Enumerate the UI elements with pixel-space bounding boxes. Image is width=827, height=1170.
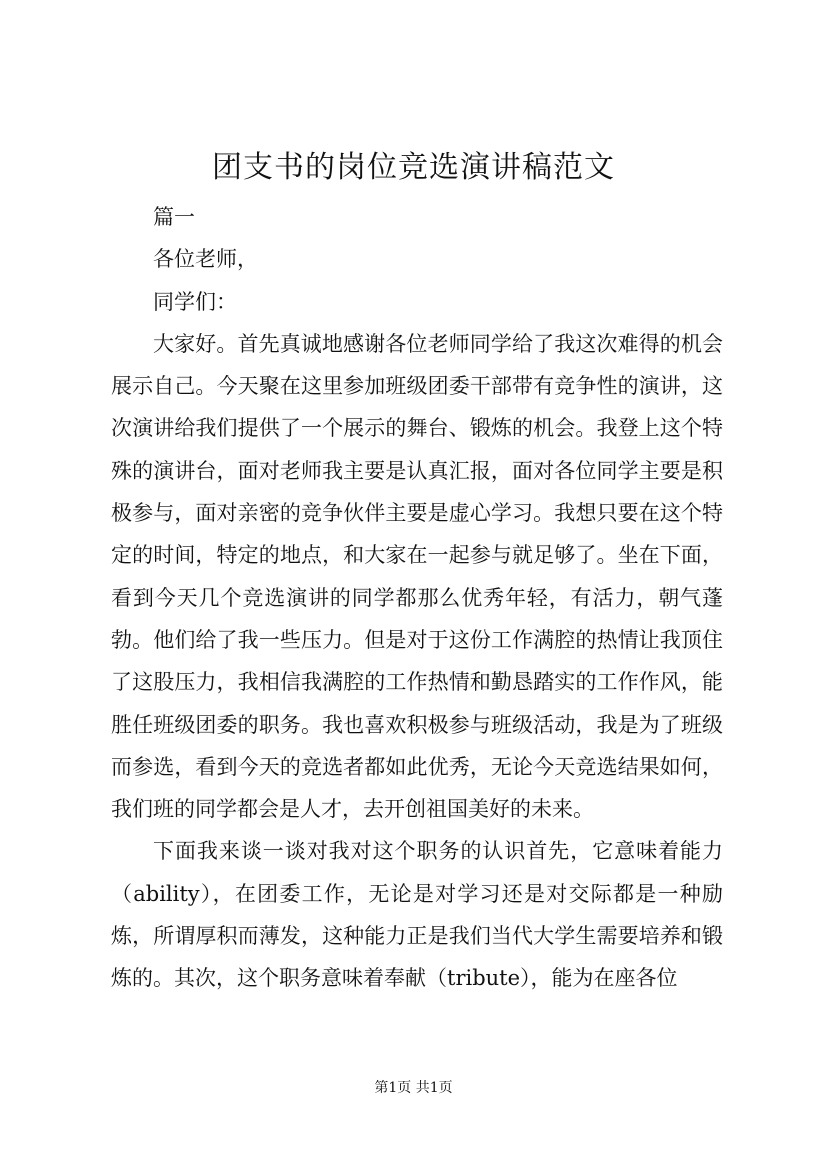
body-paragraph: 下面我来谈一谈对我对这个职务的认识首先，它意味着能力（ability），在团委工作，无论是对学习还是对交际都是一种励炼，所谓厚积而薄发，这种能力正是我们当代大学生需要培养和锻炼的。其次，这个职务意味着奉献（tribute），能为在座各位 — [111, 839, 723, 991]
body-paragraph: 大家好。首先真诚地感谢各位老师同学给了我这次难得的机会展示自己。今天聚在这里参加班级团委干部带有竞争性的演讲，这次演讲给我们提供了一个展示的舞台、锻炼的机会。我登上这个特殊的演讲台，面对老师我主要是认真汇报，面对各位同学主要是积极参与，面对亲密的竞争伙伴主要是虚心学习。我想只要在这个特定的时间，特定的地点，和大家在一起参与就足够了。坐在下面，看到今天几个竞选演讲的同学都那么优秀年轻，有活力，朝气蓬勃。他们给了我一些压力。但是对于这份工作满腔的热情让我顶住了这股压力，我相信我满腔的工作热情和勤恳踏实的工作作风，能胜任班级团委的职务。我也喜欢积极参与班级活动，我是为了班级而参选，看到今天的竞选者都如此优秀，无论今天竞选结果如何，我们班的同学都会是人才，去开创祖国美好的未来。 — [111, 331, 723, 822]
section-heading: 篇一 — [153, 205, 195, 229]
document-body — [111, 196, 723, 1000]
salutation-teachers: 各位老师， — [153, 247, 258, 272]
document-title: 团支书的岗位竞选演讲稿范文 — [212, 150, 615, 185]
page-number-footer: 第1页 共1页 — [374, 1080, 453, 1096]
salutation-students: 同学们： — [153, 289, 237, 314]
